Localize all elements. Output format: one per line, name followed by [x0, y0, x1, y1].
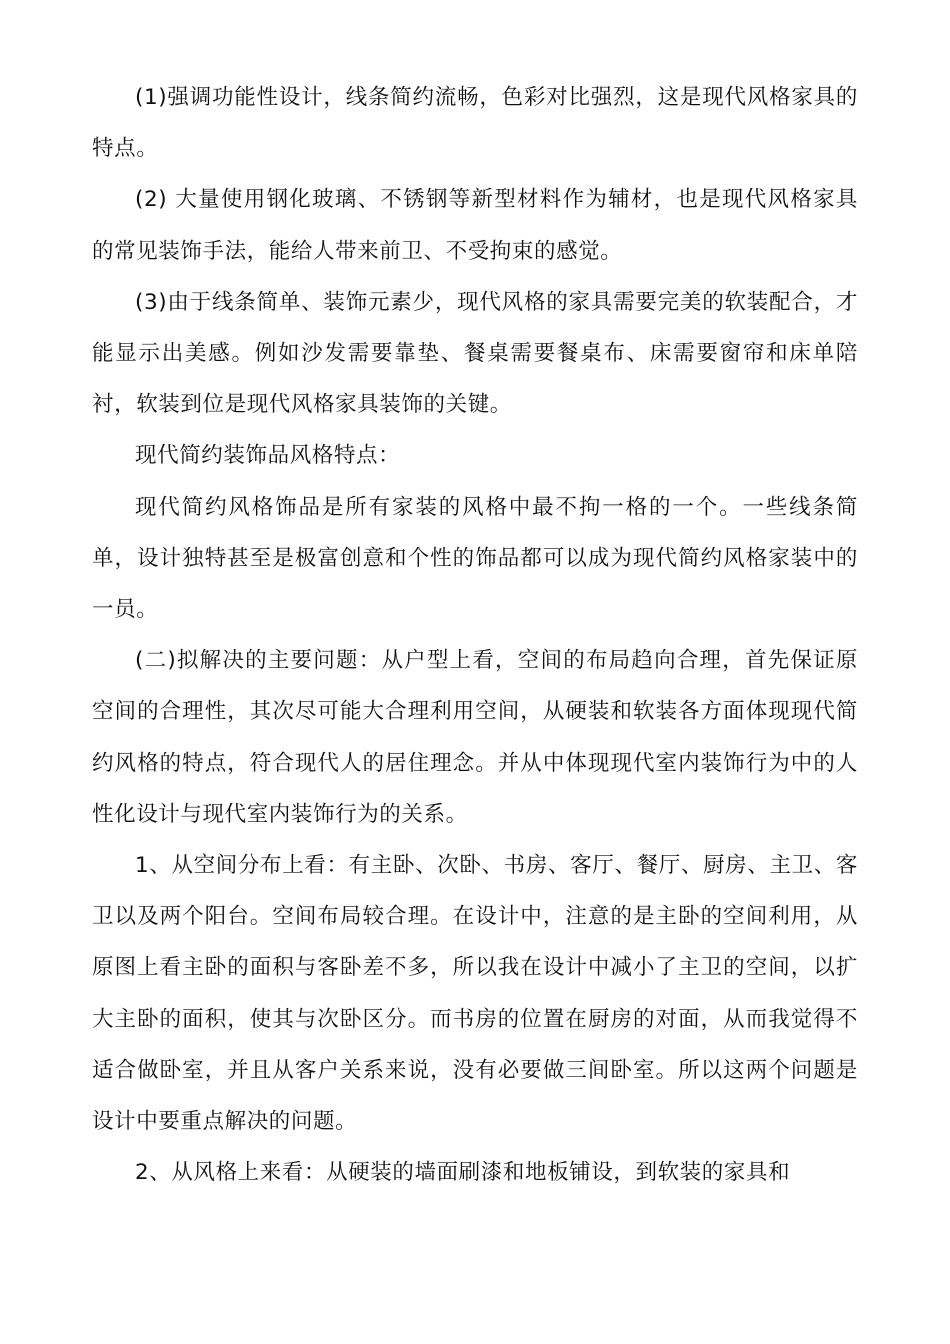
paragraph-decor-heading: 现代简约装饰品风格特点： [135, 443, 401, 469]
paragraph-style-view: 2、从风格上来看：从硬装的墙面刷漆和地板铺设，到软装的家具和 [135, 1160, 791, 1186]
paragraph-furniture-point-2: (2) 大量使用钢化玻璃、不锈钢等新型材料作为辅材，也是现代风格家具的常见装饰手法，能给人带来前卫、不受拘束的感觉。 [92, 187, 858, 264]
paragraph-main-problems: (二)拟解决的主要问题：从户型上看，空间的布局趋向合理，首先保证原空间的合理性，其次尽可能大合理利用空间，从硬装和软装各方面体现现代简约风格的特点，符合现代人的居住理念。并从中体现现代室内装饰行为中的人性化设计与现代室内装饰行为的关系。 [92, 648, 858, 827]
paragraph-furniture-point-3: (3)由于线条简单、装饰元素少，现代风格的家具需要完美的软装配合，才能显示出美感。例如沙发需要靠垫、餐桌需要餐桌布、床需要窗帘和床单陪衬，软装到位是现代风格家具装饰的关键。 [92, 289, 858, 418]
paragraph-space-distribution: 1、从空间分布上看：有主卧、次卧、书房、客厅、餐厅、厨房、主卫、客卫以及两个阳台。空间布局较合理。在设计中，注意的是主卧的空间利用，从原图上看主卧的面积与客卧差不多，所以我在设计中减小了主卫的空间，以扩大主卧的面积，使其与次卧区分。而书房的位置在厨房的对面，从而我觉得不适合做卧室，并且从客户关系来说，没有必要做三间卧室。所以这两个问题是设计中要重点解决的问题。 [92, 853, 858, 1135]
paragraph-decor-description: 现代简约风格饰品是所有家装的风格中最不拘一格的一个。一些线条简单，设计独特甚至是极富创意和个性的饰品都可以成为现代简约风格家装中的一员。 [92, 494, 858, 623]
paragraph-furniture-point-1: (1)强调功能性设计，线条简约流畅，色彩对比强烈，这是现代风格家具的特点。 [92, 85, 858, 162]
document-body [92, 72, 858, 1198]
